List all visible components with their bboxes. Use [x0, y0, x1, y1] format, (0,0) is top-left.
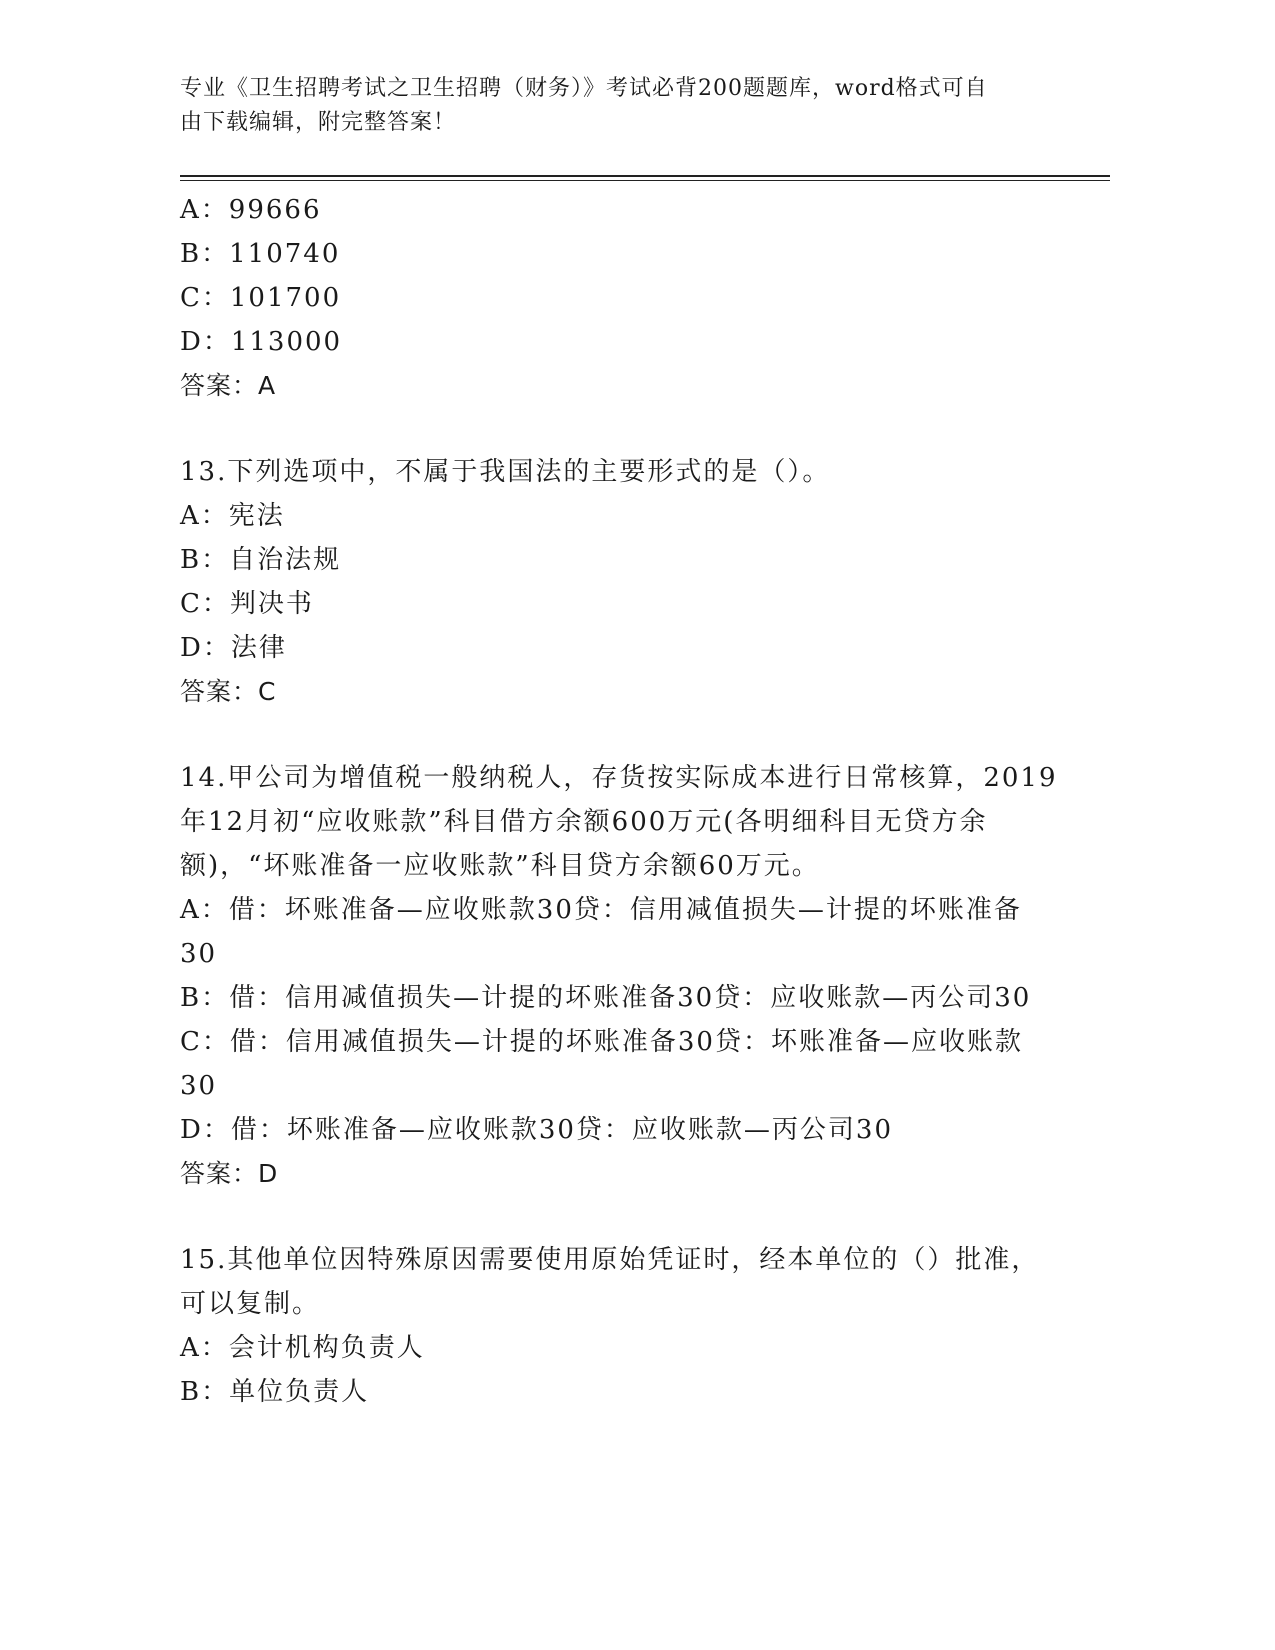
question-12 — [180, 188, 1040, 408]
option-d: D：借：坏账准备—应收账款30贷：应收账款—丙公司30 — [180, 1115, 894, 1145]
question-stem-line-3: 额)，“坏账准备一应收账款”科目贷方余额60万元。 — [180, 851, 820, 881]
option-d: D：法律 — [180, 633, 287, 663]
header-line-1: 专业《卫生招聘考试之卫生招聘（财务）》考试必背200题题库，word格式可自 — [180, 76, 988, 101]
spacer — [180, 408, 1040, 450]
document-header — [180, 72, 1040, 140]
option-b: B：借：信用减值损失—计提的坏账准备30贷：应收账款—丙公司30 — [180, 983, 1032, 1013]
option-d: D：113000 — [180, 327, 343, 357]
answer: 答案：C — [180, 677, 277, 706]
option-b: B：单位负责人 — [180, 1377, 370, 1407]
question-stem-line-2: 可以复制。 — [180, 1289, 321, 1319]
option-a: A：99666 — [180, 195, 322, 225]
option-c-line-1: C：借：信用减值损失—计提的坏账准备30贷：坏账准备—应收账款 — [180, 1027, 1023, 1057]
answer: 答案：D — [180, 1159, 279, 1188]
header-line-2: 由下载编辑，附完整答案！ — [180, 110, 457, 135]
option-a-line-2: 30 — [180, 939, 218, 969]
question-13 — [180, 450, 1040, 714]
header-divider-thin — [180, 180, 1110, 181]
option-a: A：会计机构负责人 — [180, 1333, 425, 1363]
option-c: C：判决书 — [180, 589, 314, 619]
spacer — [180, 714, 1040, 756]
option-c-line-2: 30 — [180, 1071, 218, 1101]
header-divider-thick — [180, 175, 1110, 177]
question-stem-line-1: 14.甲公司为增值税一般纳税人，存货按实际成本进行日常核算，2019 — [180, 763, 1058, 793]
spacer — [180, 1196, 1040, 1238]
answer: 答案：A — [180, 371, 277, 400]
option-b: B：110740 — [180, 239, 341, 269]
question-15 — [180, 1238, 1040, 1414]
option-a-line-1: A：借：坏账准备—应收账款30贷：信用减值损失—计提的坏账准备 — [180, 895, 1022, 925]
option-c: C：101700 — [180, 283, 342, 313]
question-stem-line-2: 年12月初“应收账款”科目借方余额600万元(各明细科目无贷方余 — [180, 807, 988, 837]
option-b: B：自治法规 — [180, 545, 342, 575]
question-stem: 13.下列选项中，不属于我国法的主要形式的是（）。 — [180, 457, 831, 487]
option-a: A：宪法 — [180, 501, 285, 531]
question-stem-line-1: 15.其他单位因特殊原因需要使用原始凭证时，经本单位的（）批准， — [180, 1245, 1040, 1275]
question-14 — [180, 756, 1058, 1196]
question-list — [180, 188, 1058, 1414]
